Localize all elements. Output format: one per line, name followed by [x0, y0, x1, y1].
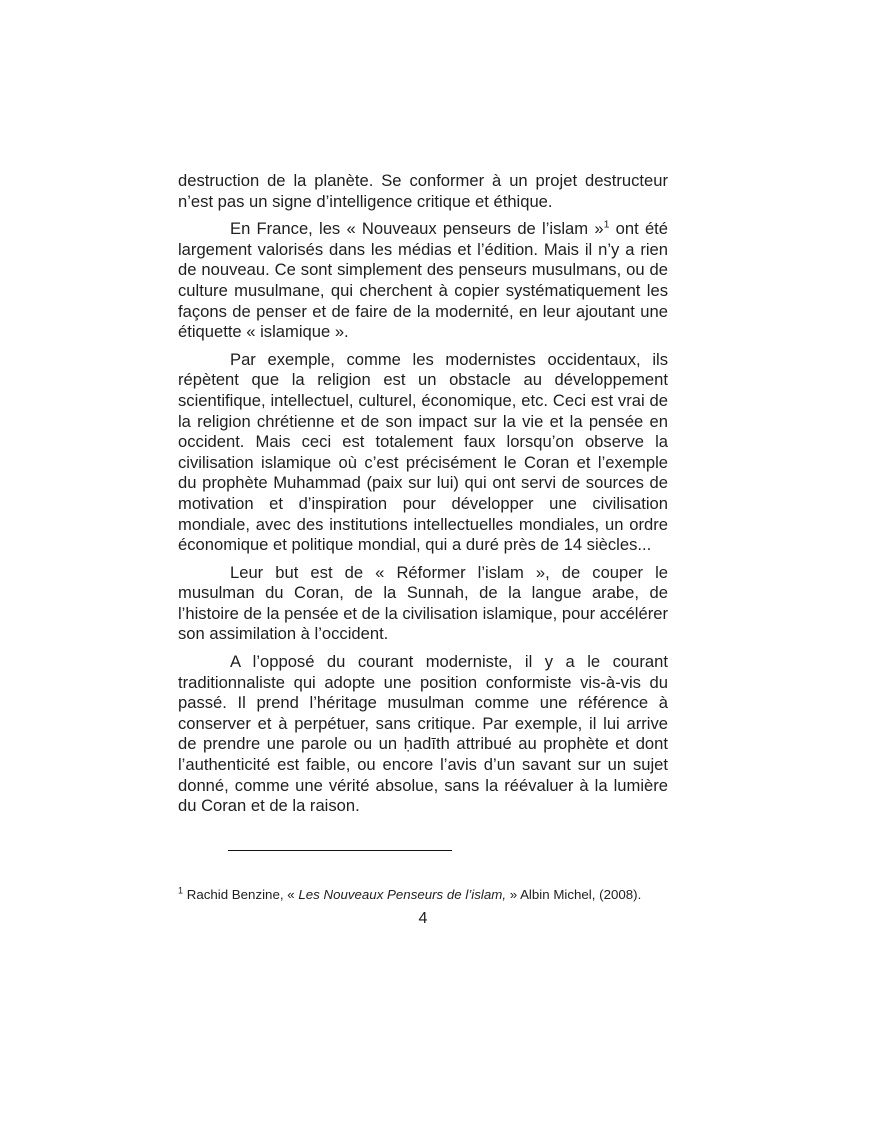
footnote-text: » Albin Michel, (2008). [506, 887, 642, 902]
footnote-book-title: Les Nouveaux Penseurs de l’islam, [298, 887, 507, 902]
footnote-marker: 1 [178, 885, 184, 896]
paragraph-text: En France, les « Nouveaux penseurs de l’islam » [230, 219, 604, 239]
footnote-text: Rachid Benzine, « [183, 887, 299, 902]
paragraph-text: ont été largement valorisés dans les médias et l’édition. Mais il n’y a rien de nouveau. Ce sont simplement des penseurs musulmans, ou de culture musulmane, qui cherchent à copier systématiquement les façons de penser et de faire de la modernité, en leur ajoutant une étiquette « islamique ». [178, 219, 669, 342]
footnote-reference-marker: 1 [603, 218, 610, 231]
paragraph-traditionnaliste: A l’opposé du courant moderniste, il y a le courant traditionnaliste qui adopte une position conformiste vis-à-vis du passé. Il prend l’héritage musulman comme une référence à conserver et à perpétuer, sans critique. Par exemple, il lui arrive de prendre une parole ou un ḥadīth attribué au prophète et dont l’authenticité est faible, ou encore l’avis d’un savant sur un sujet donné, comme une vérité absolue, sans la réévaluer à la lumière du Coran et de la raison. [178, 652, 668, 816]
page-number: 4 [418, 910, 428, 927]
footnote [178, 886, 668, 903]
paragraph-reformer-islam: Leur but est de « Réformer l’islam », de couper le musulman du Coran, de la Sunnah, de la langue arabe, de l’histoire de la pensée et de la civilisation islamique, pour accélérer son assimilation à l’occident. [178, 562, 668, 644]
footnote-separator-rule [228, 850, 452, 851]
paragraph-nouveaux-penseurs [178, 219, 668, 343]
paragraph-continuation: destruction de la planète. Se conformer à un projet destructeur n’est pas un signe d’intelligence critique et éthique. [178, 171, 668, 211]
page-body-text [178, 171, 668, 824]
paragraph-modernistes: Par exemple, comme les modernistes occidentaux, ils répètent que la religion est un obstacle au développement scientifique, intellectuel, culturel, économique, etc. Ceci est vrai de la religion chrétienne et de son impact sur la vie et la pensée en occident. Mais ceci est totalement faux lorsqu’on observe la civilisation islamique où c’est précisément le Coran et l’exemple du prophète Muhammad (paix sur lui) qui ont servi de sources de motivation et d’inspiration pour développer une civilisation mondiale, avec des institutions intellectuelles mondiales, un ordre économique et politique mondial, qui a duré près de 14 siècles... [178, 349, 668, 555]
